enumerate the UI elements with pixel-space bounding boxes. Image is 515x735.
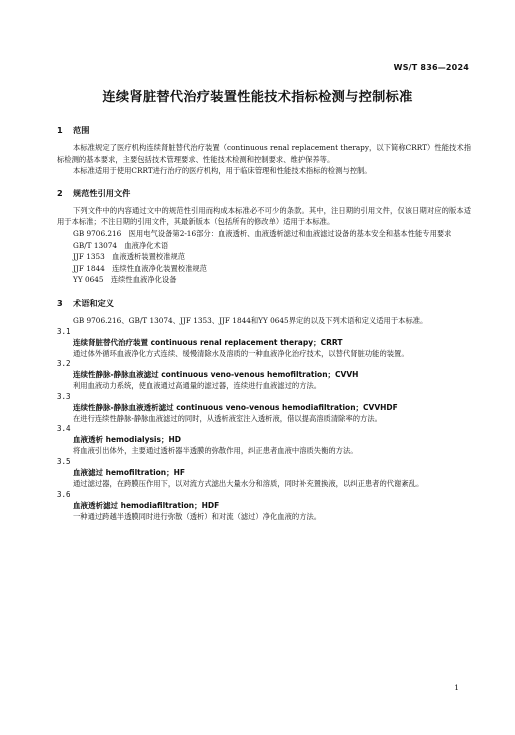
term-name: 连续肾脏替代治疗装置 continuous renal replacement therapy；CRRT: [73, 337, 343, 347]
reference-item: GB 9706.216 医用电气设备第2-16部分：血液透析、血液透析滤过和血液滤过设备的基本安全和基本性能专用要求: [73, 228, 452, 238]
reference-item: GB/T 13074 血液净化术语: [73, 240, 169, 250]
term-definition: 在进行连续性静脉-静脉血液滤过的同时，从透析液室注入透析液，借以提高溶质清除率的方法。: [73, 413, 382, 423]
term-definition: 通过体外循环血液净化方式连续、缓慢清除水及溶质的一种血液净化治疗技术，以替代肾脏功能的装置。: [73, 348, 409, 358]
page-number: 1: [454, 683, 459, 692]
term-number: 3.5: [57, 456, 71, 466]
paragraph: 本标准规定了医疗机构连续肾脏替代治疗装置（continuous renal replacement therapy，以下简称CRRT）性能技术指标检测的基本要求，主要包括技术管理要求、性能技术检测和控制要求、维护保养等。: [57, 143, 471, 164]
reference-item: YY 0645 连续性血液净化设备: [73, 275, 177, 285]
paragraph: 下列文件中的内容通过文中的规范性引用而构成本标准必不可少的条款。其中，注日期的引用文件，仅该日期对应的版本适用于本标准；不注日期的引用文件，其最新版本（包括所有的修改单）适用于本标准。: [57, 205, 471, 227]
section-heading-normative-references: 2 规范性引用文件: [57, 187, 131, 198]
term-name: 血液透析 hemodialysis；HD: [73, 435, 181, 445]
term-definition: 将血液引出体外，主要通过透析器半透膜的弥散作用，纠正患者血液中溶质失衡的方法。: [73, 446, 358, 456]
term-number: 3.6: [57, 489, 71, 499]
term-number: 3.3: [57, 391, 71, 401]
reference-item: JJF 1844 连续性血液净化装置校准规范: [73, 263, 207, 273]
paragraph: 本标准适用于使用CRRT进行治疗的医疗机构，用于临床管理和性能技术指标的检测与控制。: [73, 166, 372, 176]
term-definition: 利用血液动力系统，使血液通过高通量的滤过器，连续进行血液滤过的方法。: [73, 381, 322, 391]
term-number: 3.1: [57, 326, 71, 336]
term-definition: 一种通过跨越半透膜同时进行弥散（透析）和对流（滤过）净化血液的方法。: [73, 511, 322, 521]
term-definition: 通过滤过器，在跨膜压作用下，以对流方式滤出大量水分和溶质，同时补充置换液，以纠正患者的代谢紊乱。: [73, 478, 424, 488]
term-name: 血液透析滤过 hemodiafiltration；HDF: [73, 500, 220, 510]
standard-code: WS/T 836—2024: [393, 63, 469, 72]
reference-item: JJF 1353 血液透析装置校准规范: [73, 252, 186, 262]
term-name: 连续性静脉-静脉血液滤过 continuous veno-venous hemofiltration；CVVH: [73, 370, 359, 380]
paragraph: GB 9706.216、GB/T 13074、JJF 1353、JJF 1844和YY 0645界定的以及下列术语和定义适用于本标准。: [73, 315, 428, 325]
term-name: 连续性静脉-静脉血液透析滤过 continuous veno-venous hemodiafiltration；CVVHDF: [73, 402, 398, 412]
section-heading-terms-definitions: 3 术语和定义: [57, 297, 114, 308]
term-number: 3.2: [57, 359, 71, 369]
document-title: 连续肾脏替代治疗装置性能技术指标检测与控制标准: [102, 90, 413, 105]
term-name: 血液滤过 hemofiltration；HF: [73, 467, 186, 477]
document-body: [57, 124, 471, 522]
term-number: 3.4: [57, 424, 71, 434]
section-heading-scope: 1 范围: [57, 125, 90, 135]
